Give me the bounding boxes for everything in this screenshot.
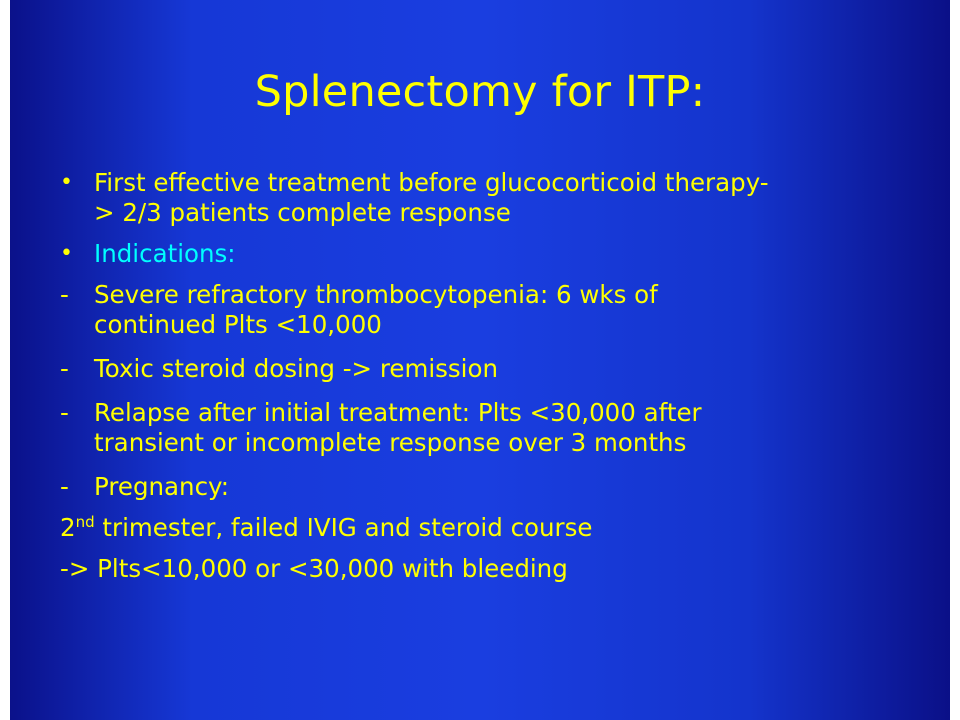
dash-text-line: Relapse after initial treatment: Plts <30,000 after bbox=[94, 398, 702, 427]
dash-item bbox=[60, 280, 920, 340]
trimester-line bbox=[60, 513, 920, 543]
dash-item bbox=[60, 354, 920, 384]
slide-title: Splenectomy for ITP: bbox=[254, 67, 706, 117]
dash-text-line: Toxic steroid dosing -> remission bbox=[94, 354, 498, 383]
dash-text-line: continued Plts <10,000 bbox=[94, 310, 382, 339]
bullet-marker: • bbox=[60, 170, 73, 195]
dash-marker: - bbox=[60, 472, 69, 501]
bullet-item bbox=[60, 239, 920, 269]
bullet-text-line: First effective treatment before glucocorticoid therapy- bbox=[94, 168, 769, 197]
dash-marker: - bbox=[60, 398, 69, 427]
trimester-text: trimester, failed IVIG and steroid course bbox=[94, 513, 593, 542]
dash-marker: - bbox=[60, 354, 69, 383]
bullet-item bbox=[60, 168, 920, 228]
slide-body bbox=[60, 168, 920, 584]
bullet-marker: • bbox=[60, 241, 73, 266]
dash-item bbox=[60, 398, 920, 458]
ordinal-superscript: nd bbox=[75, 512, 95, 531]
final-line: -> Plts<10,000 or <30,000 with bleeding bbox=[60, 554, 568, 583]
dash-marker: - bbox=[60, 280, 69, 309]
dash-text-line: transient or incomplete response over 3 months bbox=[94, 428, 687, 457]
dash-text-line: Severe refractory thrombocytopenia: 6 wks of bbox=[94, 280, 658, 309]
indications-heading: Indications: bbox=[94, 239, 236, 268]
bullet-text-line: > 2/3 patients complete response bbox=[94, 198, 511, 227]
dash-item bbox=[60, 472, 920, 502]
dash-text-line: Pregnancy: bbox=[94, 472, 230, 501]
trimester-number: 2 bbox=[60, 513, 76, 542]
